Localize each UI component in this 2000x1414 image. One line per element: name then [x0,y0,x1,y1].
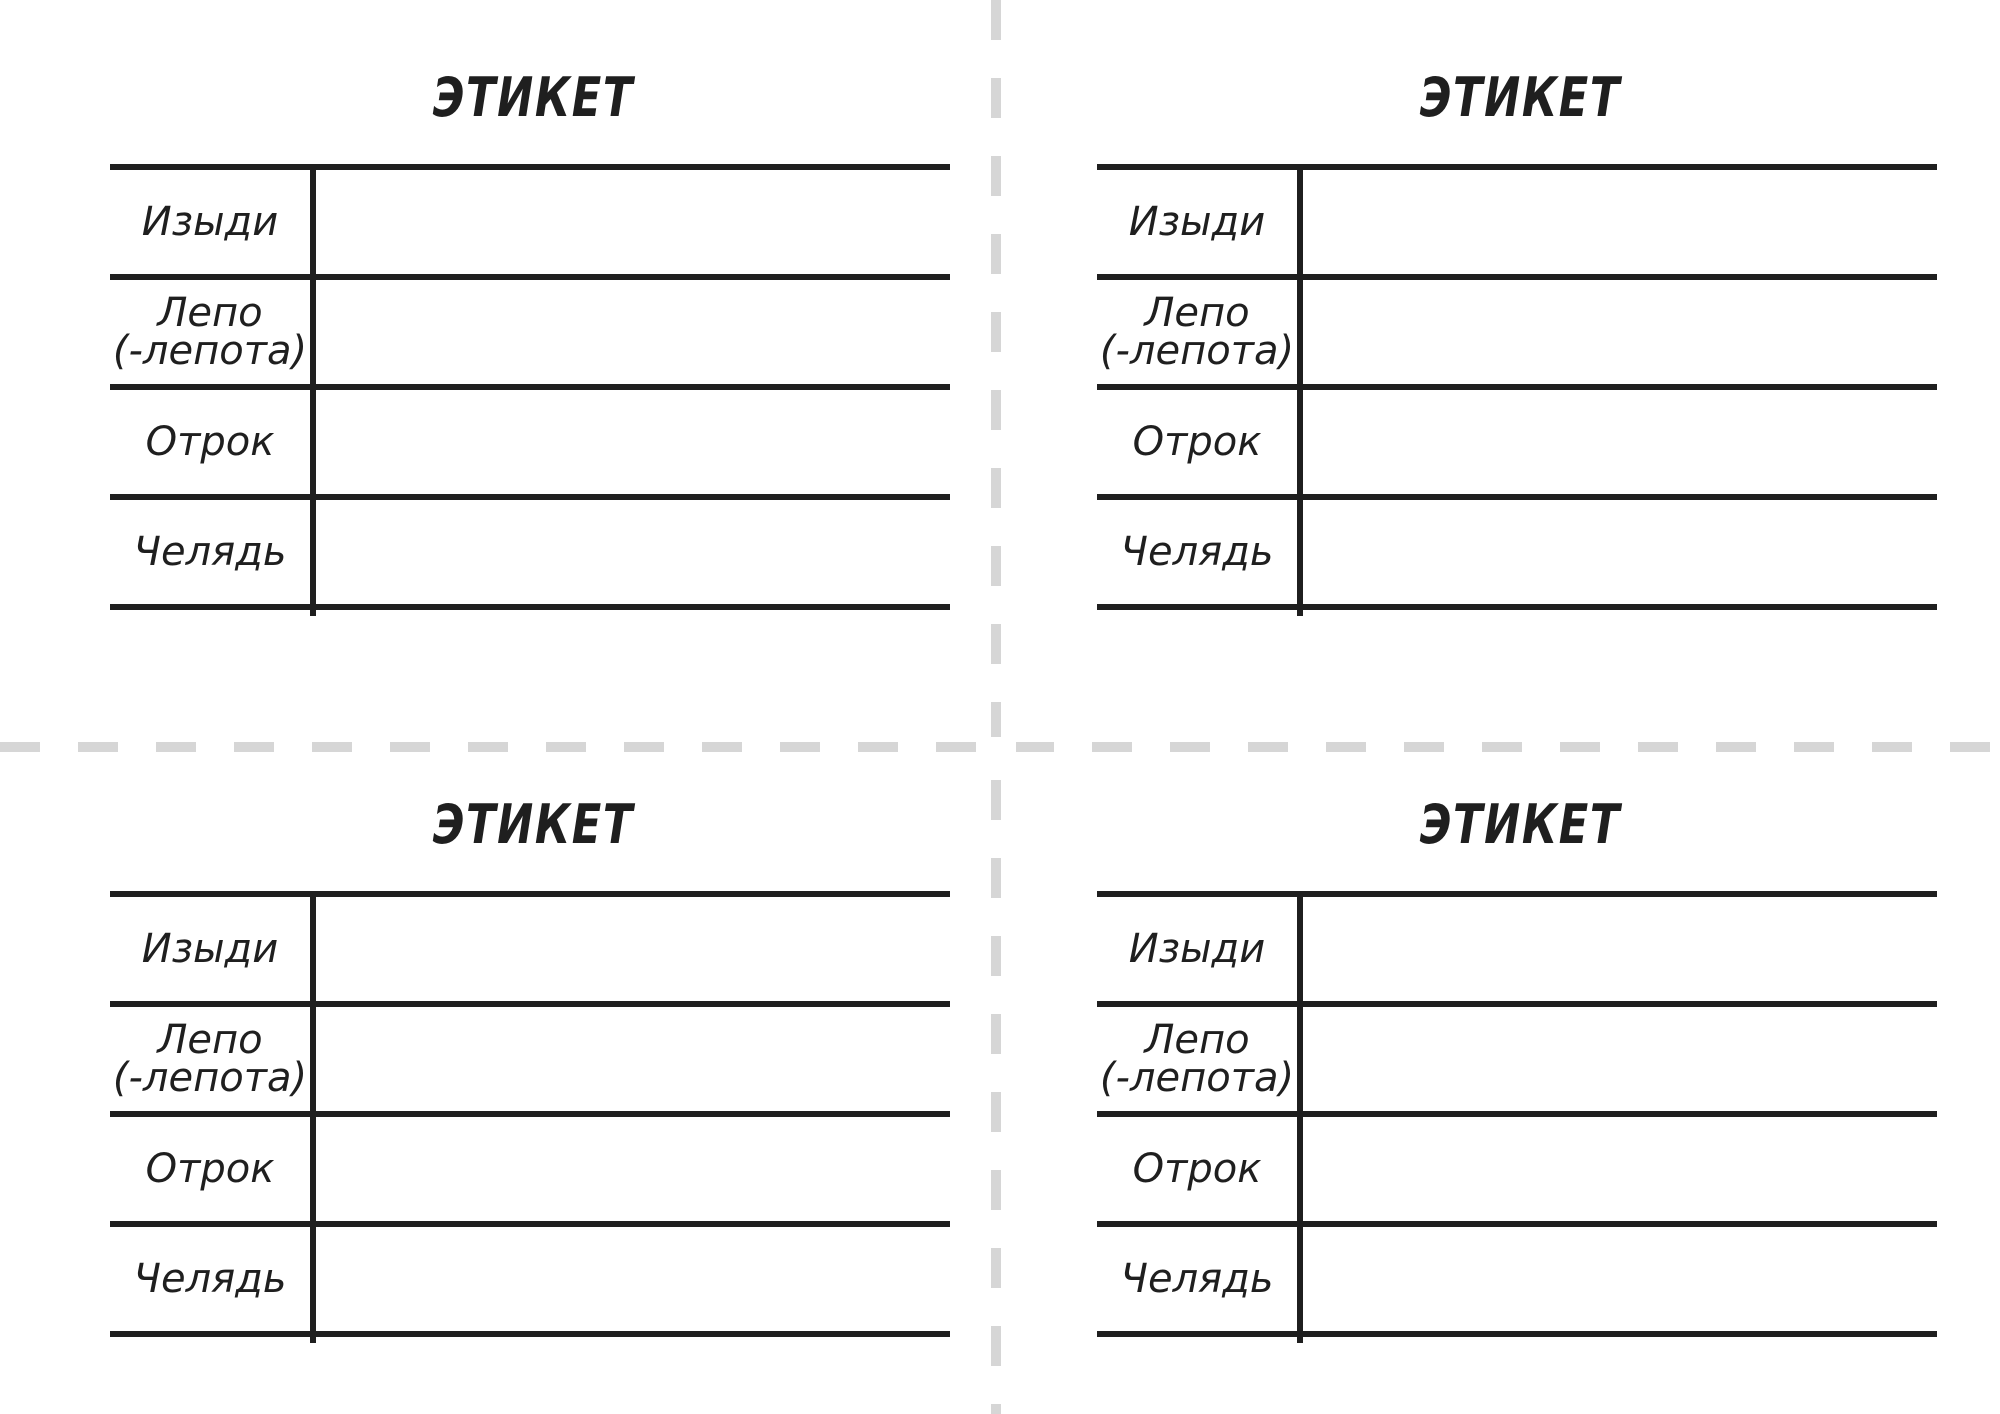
table-row [110,1221,950,1337]
row-label: Лепо (-лепота) [1099,1017,1295,1101]
card-title: ЭТИКЕТ [432,66,634,129]
table-row [110,384,950,494]
table-row [110,1111,950,1221]
label-card-top-right [1097,0,1937,620]
entry-field[interactable] [1303,1227,1937,1331]
row-label: Отрок [1132,419,1262,465]
entry-field[interactable] [1303,170,1937,274]
card-table [110,891,950,1337]
row-label: Челядь [133,1256,287,1302]
entry-field[interactable] [316,897,950,1001]
row-label: Изыди [1128,199,1266,245]
row-label: Изыди [141,926,279,972]
cut-line-gap [976,737,1016,757]
table-row [1097,384,1937,494]
table-row [110,164,950,274]
entry-field[interactable] [316,170,950,274]
row-label: Челядь [1120,1256,1274,1302]
table-row [1097,164,1937,274]
row-label: Изыди [141,199,279,245]
card-table [1097,164,1937,610]
table-row [1097,891,1937,1001]
entry-field[interactable] [316,280,950,384]
table-row [1097,494,1937,610]
table-row [110,891,950,1001]
entry-field[interactable] [1303,280,1937,384]
entry-field[interactable] [1303,1007,1937,1111]
entry-field[interactable] [1303,1117,1937,1221]
row-label: Лепо (-лепота) [112,1017,308,1101]
row-label: Челядь [133,529,287,575]
label-card-top-left [110,0,950,620]
entry-field[interactable] [316,1117,950,1221]
row-label: Отрок [145,1146,275,1192]
table-row [1097,1111,1937,1221]
label-card-bottom-left [110,727,950,1347]
row-label: Отрок [1132,1146,1262,1192]
card-title: ЭТИКЕТ [1419,793,1621,856]
table-row [1097,1001,1937,1111]
entry-field[interactable] [1303,390,1937,494]
row-label: Отрок [145,419,275,465]
entry-field[interactable] [316,390,950,494]
table-row [110,494,950,610]
row-label: Лепо (-лепота) [1099,290,1295,374]
table-row [1097,274,1937,384]
card-title: ЭТИКЕТ [1419,66,1621,129]
card-table [1097,891,1937,1337]
card-table [110,164,950,610]
entry-field[interactable] [1303,500,1937,604]
row-label: Лепо (-лепота) [112,290,308,374]
label-card-bottom-right [1097,727,1937,1347]
table-row [1097,1221,1937,1337]
table-row [110,1001,950,1111]
table-row [110,274,950,384]
entry-field[interactable] [316,500,950,604]
entry-field[interactable] [316,1227,950,1331]
row-label: Челядь [1120,529,1274,575]
vertical-cut-line [991,0,1001,1414]
entry-field[interactable] [316,1007,950,1111]
card-title: ЭТИКЕТ [432,793,634,856]
entry-field[interactable] [1303,897,1937,1001]
row-label: Изыди [1128,926,1266,972]
